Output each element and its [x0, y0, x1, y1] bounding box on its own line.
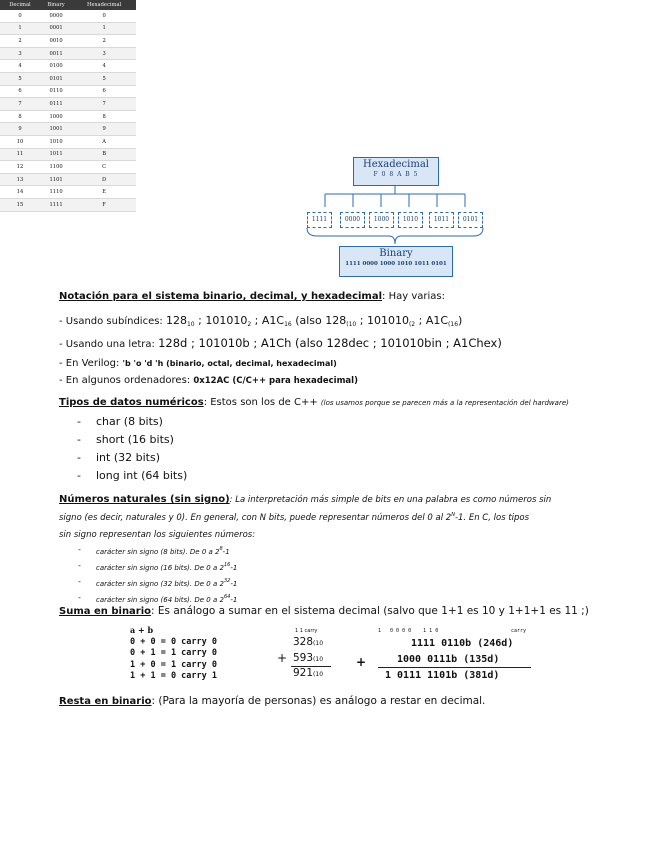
sub-2-alt: (2 [408, 321, 416, 328]
truth-row: 0 + 1 = 1 carry 0 [130, 648, 217, 659]
cell-binary: 0111 [40, 98, 72, 111]
item-tail: -1 [230, 580, 238, 588]
binary-b: 1000 0111b (135d) [397, 654, 500, 665]
truth-row: 1 + 1 = 0 carry 1 [130, 671, 217, 682]
sub-16: 16 [284, 321, 292, 328]
notation-heading-line [59, 291, 445, 302]
cell-hex: B [72, 148, 136, 161]
list-item [96, 594, 237, 604]
cell-binary: 0001 [40, 22, 72, 35]
table-row [0, 85, 136, 98]
notation-heading: Notación para el sistema binario, decimal, y hexadecimal [59, 291, 383, 302]
cell-decimal: 13 [0, 173, 40, 186]
also-128: (also 128 [291, 314, 347, 327]
notation-subindex-line [59, 314, 462, 328]
list-item: - [78, 577, 81, 586]
nibble-1: 1111 [307, 212, 332, 228]
cell-hex: F [72, 198, 136, 211]
cell-hex: 1 [72, 22, 136, 35]
table-row [0, 123, 136, 136]
sub-10-alt: (10 [346, 321, 357, 328]
cell-decimal: 15 [0, 198, 40, 211]
item-tail: -1 [230, 564, 238, 572]
item-text: carácter sin signo (64 bits). De 0 a 2 [96, 596, 224, 604]
cell-binary: 0110 [40, 85, 72, 98]
example-101010: 101010 [205, 314, 248, 327]
also-a1c: A1C [425, 314, 449, 327]
table-row [0, 173, 136, 186]
col-header-binary: Binary [40, 0, 72, 10]
cell-hex: A [72, 135, 136, 148]
cell-hex: 4 [72, 60, 136, 73]
cell-binary: 1110 [40, 186, 72, 199]
table-row [0, 148, 136, 161]
truth-row: 1 + 0 = 1 carry 0 [130, 659, 217, 670]
sub-heading-line [59, 695, 485, 707]
table-row [0, 135, 136, 148]
list-item: - [78, 545, 81, 554]
list-item [96, 562, 237, 572]
naturals-p2a: signo (es decir, naturales y 0). En general, con N bits, puede representar números del 0 al 2 [59, 513, 452, 523]
cell-binary: 1101 [40, 173, 72, 186]
cell-hex: 0 [72, 10, 136, 22]
item-text: carácter sin signo (8 bits). De 0 a 2 [96, 548, 220, 556]
conversion-table [0, 0, 136, 212]
types-heading: Tipos de datos numéricos [59, 397, 204, 408]
table-row [0, 60, 136, 73]
notation-computers-line [59, 375, 358, 386]
item-exponent: 16 [223, 562, 231, 568]
nibble-2: 0000 [340, 212, 365, 228]
list-item: - [77, 415, 81, 428]
decimal-a-value: 328 [293, 636, 314, 648]
list-item: long int (64 bits) [96, 469, 188, 482]
item-exponent: 8 [219, 546, 223, 552]
table-row [0, 98, 136, 111]
list-item: - [77, 469, 81, 482]
decimal-result-value: 921 [293, 667, 314, 679]
list-item: char (8 bits) [96, 415, 163, 428]
cell-decimal: 4 [0, 60, 40, 73]
binary-result: 1 0111 1101b (381d) [385, 670, 500, 681]
cell-hex: 3 [72, 47, 136, 60]
separator: ; [415, 314, 426, 327]
item-tail: -1 [222, 548, 230, 556]
cell-decimal: 11 [0, 148, 40, 161]
notation-intro: : Hay varias: [382, 291, 445, 302]
binary-box [339, 246, 453, 277]
types-heading-line [59, 397, 569, 408]
sum-heading: Suma en binario [59, 606, 152, 617]
cell-binary: 1010 [40, 135, 72, 148]
notation-verilog-line [59, 358, 337, 369]
cell-binary: 0010 [40, 35, 72, 48]
cell-decimal: 0 [0, 10, 40, 22]
table-row [0, 10, 136, 22]
decimal-a [293, 636, 323, 648]
decimal-sum [277, 628, 347, 683]
list-item: - [77, 433, 81, 446]
nibble-5: 1011 [429, 212, 454, 228]
item-text: carácter sin signo (32 bits). De 0 a 2 [96, 580, 224, 588]
cell-binary: 0100 [40, 60, 72, 73]
cell-hex: 5 [72, 72, 136, 85]
binary-title: Binary [379, 248, 413, 259]
nibble-3: 1000 [369, 212, 394, 228]
cell-hex: C [72, 161, 136, 174]
cell-decimal: 8 [0, 110, 40, 123]
cell-hex: 6 [72, 85, 136, 98]
sub-heading: Resta en binario [59, 696, 152, 707]
types-note: (los usamos porque se parecen más a la representación del hardware) [320, 399, 569, 407]
item-exponent: 64 [223, 594, 231, 600]
sub-2: 2 [247, 321, 252, 328]
table-row [0, 110, 136, 123]
table-row [0, 47, 136, 60]
cell-hex: 2 [72, 35, 136, 48]
computers-label: - En algunos ordenadores: [59, 375, 194, 386]
list-item: - [78, 561, 81, 570]
subindex-examples [166, 314, 462, 327]
subindex-label: - Usando subíndices: [59, 316, 166, 327]
decimal-b-base: (10 [313, 656, 324, 663]
letter-label: - Usando una letra: [59, 339, 159, 350]
item-tail: -1 [230, 596, 238, 604]
cell-decimal: 7 [0, 98, 40, 111]
cell-hex: 9 [72, 123, 136, 136]
list-item: - [78, 593, 81, 602]
separator: ; [356, 314, 367, 327]
truth-table [130, 625, 217, 683]
close-paren: ) [458, 314, 463, 327]
example-a1c: A1C [261, 314, 285, 327]
decimal-b [293, 652, 323, 664]
decimal-result [293, 667, 323, 679]
binary-a: 1111 0110b (246d) [411, 638, 514, 649]
nibble-6: 0101 [458, 212, 483, 228]
cell-decimal: 5 [0, 72, 40, 85]
cell-hex: 8 [72, 110, 136, 123]
cell-decimal: 6 [0, 85, 40, 98]
item-exponent: 32 [223, 578, 231, 584]
cell-hex: D [72, 173, 136, 186]
hex-binary-diagram [303, 150, 493, 285]
list-item: - [77, 451, 81, 464]
col-header-hexadecimal: Hexadecimal [72, 0, 136, 10]
cell-binary: 1111 [40, 198, 72, 211]
cell-binary: 1011 [40, 148, 72, 161]
sum-heading-line [59, 605, 589, 617]
brace-shape [307, 228, 483, 244]
table-row [0, 161, 136, 174]
table-header-row [0, 0, 136, 10]
cell-binary: 1100 [40, 161, 72, 174]
example-128: 128 [165, 314, 187, 327]
table-row [0, 186, 136, 199]
cell-decimal: 2 [0, 35, 40, 48]
sum-text: : Es análogo a sumar en el sistema decimal (salvo que 1+1 es 10 y 1+1+1 es 11 ;) [151, 605, 589, 617]
sub-text: : (Para la mayoría de personas) es análogo a restar en decimal. [151, 695, 486, 707]
naturals-line-1 [59, 494, 551, 505]
table-row [0, 22, 136, 35]
naturals-line-3: sin signo representan los siguientes números: [59, 530, 256, 540]
binary-value: 1111 0000 1000 1010 1011 0101 [345, 261, 447, 267]
types-intro: : Estos son los de C++ [203, 397, 321, 408]
cell-binary: 1001 [40, 123, 72, 136]
sub-16-alt: (16 [448, 321, 459, 328]
table-row [0, 72, 136, 85]
cell-hex: E [72, 186, 136, 199]
binary-plus-sign: + [356, 655, 367, 669]
cell-decimal: 12 [0, 161, 40, 174]
verilog-label: - En Verilog: [59, 358, 123, 369]
decimal-carry: 1 1 carry [295, 628, 318, 634]
naturals-p2-exponent: N [451, 512, 455, 518]
decimal-a-base: (10 [313, 640, 324, 647]
table-row [0, 35, 136, 48]
item-text: carácter sin signo (16 bits). De 0 a 2 [96, 564, 224, 572]
sub-10: 10 [186, 321, 195, 328]
list-item [96, 578, 237, 588]
binary-carry-label: carry [511, 628, 527, 634]
binary-carry: 1 0 0 0 0 1 1 0 [378, 628, 439, 634]
truth-row: 0 + 0 = 0 carry 0 [130, 636, 217, 647]
cell-binary: 1000 [40, 110, 72, 123]
cell-binary: 0000 [40, 10, 72, 22]
nibble-4: 1010 [398, 212, 423, 228]
verilog-value: 'b 'o 'd 'h (binario, octal, decimal, hexadecimal) [122, 359, 337, 368]
cell-binary: 0011 [40, 47, 72, 60]
computers-value: 0x12AC (C/C++ para hexadecimal) [193, 376, 358, 386]
decimal-b-value: 593 [293, 652, 314, 664]
list-item: short (16 bits) [96, 433, 174, 446]
binary-sum [378, 628, 538, 688]
hexadecimal-value: F 0 8 A B 5 [373, 171, 419, 178]
table-body [0, 10, 136, 211]
cell-decimal: 3 [0, 47, 40, 60]
naturals-line-2 [59, 512, 529, 523]
naturals-p1: : La interpretación más simple de bits en una palabra es como números sin [229, 495, 552, 505]
list-item: int (32 bits) [96, 451, 160, 464]
cell-binary: 0101 [40, 72, 72, 85]
cell-decimal: 1 [0, 22, 40, 35]
decimal-result-base: (10 [313, 671, 324, 678]
separator: ; [251, 314, 262, 327]
list-item [96, 546, 230, 556]
truth-header: a + b [130, 625, 154, 635]
binary-rule [378, 667, 531, 668]
hexadecimal-title: Hexadecimal [362, 159, 429, 170]
notation-letter-line [59, 336, 502, 350]
separator: ; [194, 314, 206, 327]
cell-decimal: 9 [0, 123, 40, 136]
naturals-heading: Números naturales (sin signo) [59, 494, 230, 505]
letter-value: 128d ; 101010b ; A1Ch (also 128dec ; 101010bin ; A1Chex) [158, 336, 502, 350]
cell-decimal: 14 [0, 186, 40, 199]
cell-decimal: 10 [0, 135, 40, 148]
also-101010: 101010 [366, 314, 409, 327]
decimal-plus: + [277, 651, 288, 665]
col-header-decimal: Decimal [0, 0, 40, 10]
naturals-p2b: -1. En C, los tipos [454, 513, 530, 523]
table-row [0, 198, 136, 211]
cell-hex: 7 [72, 98, 136, 111]
